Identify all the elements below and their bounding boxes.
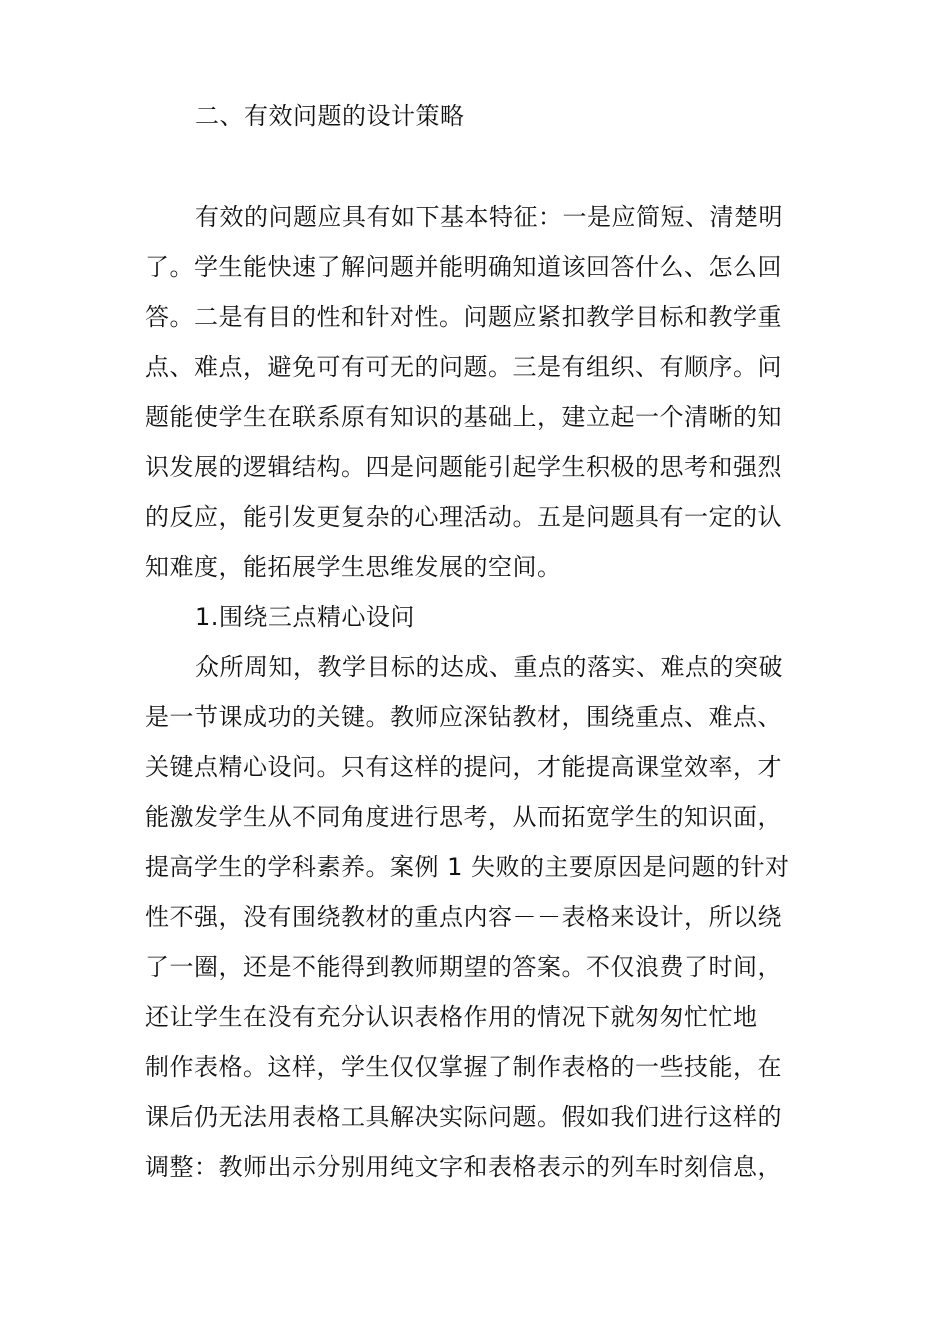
subsection-heading: 1.围绕三点精心设问 — [195, 603, 415, 631]
paragraph-line: 调整：教师出示分别用纯文字和表格表示的列车时刻信息， — [145, 1153, 782, 1181]
paragraph-line: 知难度，能拓展学生思维发展的空间。 — [145, 553, 562, 581]
paragraph-line: 制作表格。这样，学生仅仅掌握了制作表格的一些技能，在 — [145, 1053, 782, 1081]
paragraph-line: 有效的问题应具有如下基本特征：一是应简短、清楚明 — [195, 203, 783, 231]
paragraph-line: 了。学生能快速了解问题并能明确知道该回答什么、怎么回 — [145, 253, 782, 281]
paragraph-line: 课后仍无法用表格工具解决实际问题。假如我们进行这样的 — [145, 1103, 782, 1131]
paragraph-line: 性不强，没有围绕教材的重点内容－－表格来设计，所以绕 — [145, 903, 782, 931]
paragraph-line: 是一节课成功的关键。教师应深钻教材，围绕重点、难点、 — [145, 703, 782, 731]
paragraph-line: 点、难点，避免可有可无的问题。三是有组织、有顺序。问 — [145, 353, 782, 381]
paragraph-line: 提高学生的学科素养。案例 1 失败的主要原因是问题的针对 — [145, 853, 790, 881]
paragraph-line: 识发展的逻辑结构。四是问题能引起学生积极的思考和强烈 — [145, 453, 782, 481]
paragraph-line: 了一圈，还是不能得到教师期望的答案。不仅浪费了时间， — [145, 953, 782, 981]
section-heading: 二、有效问题的设计策略 — [195, 102, 465, 130]
paragraph-line: 还让学生在没有充分认识表格作用的情况下就匆匆忙忙地 — [145, 1003, 758, 1031]
paragraph-line: 的反应，能引发更复杂的心理活动。五是问题具有一定的认 — [145, 503, 782, 531]
paragraph-line: 题能使学生在联系原有知识的基础上，建立起一个清晰的知 — [145, 403, 782, 431]
paragraph-line: 众所周知，教学目标的达成、重点的落实、难点的突破 — [195, 653, 783, 681]
paragraph-line: 能激发学生从不同角度进行思考，从而拓宽学生的知识面， — [145, 803, 782, 831]
paragraph-line: 关键点精心设问。只有这样的提问，才能提高课堂效率，才 — [145, 753, 782, 781]
paragraph-line: 答。二是有目的性和针对性。问题应紧扣教学目标和教学重 — [145, 303, 782, 331]
